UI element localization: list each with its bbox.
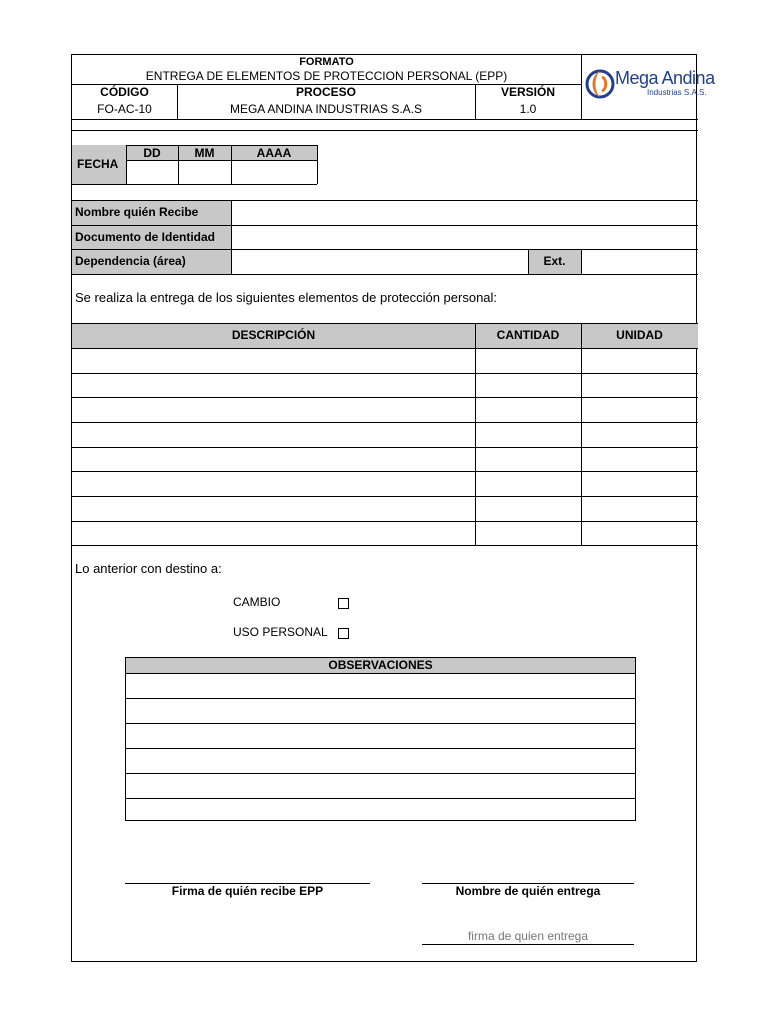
table-row[interactable] xyxy=(72,423,698,447)
unit-header: UNIDAD xyxy=(616,328,663,342)
id-document-label: Documento de Identidad xyxy=(75,230,216,244)
logo-text: Mega Andina xyxy=(615,68,715,88)
deliverer-signature-placeholder: firma de quien entrega xyxy=(467,929,589,943)
observation-line[interactable] xyxy=(126,774,635,798)
deliverer-name-label: Nombre de quién entrega xyxy=(455,884,601,898)
day-label: DD xyxy=(143,146,161,160)
logo-swirl-icon xyxy=(585,67,615,101)
id-document-field[interactable] xyxy=(232,226,697,248)
change-option-label: CAMBIO xyxy=(233,595,281,609)
day-input[interactable] xyxy=(127,161,177,183)
intro-text: Se realiza la entrega de los siguientes elementos de protección personal: xyxy=(75,290,498,305)
area-label: Dependencia (área) xyxy=(75,254,186,268)
code-value: FO-AC-10 xyxy=(97,102,152,116)
process-label: PROCESO xyxy=(295,85,356,99)
table-row[interactable] xyxy=(72,522,698,545)
quantity-header: CANTIDAD xyxy=(496,328,560,342)
destination-label: Lo anterior con destino a: xyxy=(75,561,222,576)
observations-title: OBSERVACIONES xyxy=(328,658,433,672)
form-frame xyxy=(71,54,715,962)
table-row[interactable] xyxy=(72,448,698,471)
recipient-name-label: Nombre quién Recibe xyxy=(75,205,199,219)
area-field[interactable] xyxy=(232,250,527,273)
extension-field[interactable] xyxy=(582,250,697,273)
table-row[interactable] xyxy=(72,398,698,422)
observation-line[interactable] xyxy=(126,799,635,820)
form-title: ENTREGA DE ELEMENTOS DE PROTECCION PERSONAL (EPP) xyxy=(145,69,508,83)
description-header: DESCRIPCIÓN xyxy=(231,328,316,342)
recipient-name-field[interactable] xyxy=(232,201,697,224)
observation-line[interactable] xyxy=(126,674,635,698)
table-row[interactable] xyxy=(72,374,698,397)
observation-line[interactable] xyxy=(126,699,635,723)
date-label: FECHA xyxy=(77,157,119,171)
observation-line[interactable] xyxy=(126,749,635,773)
code-label: CÓDIGO xyxy=(100,85,149,99)
month-input[interactable] xyxy=(179,161,230,183)
version-value: 1.0 xyxy=(519,102,537,116)
table-row[interactable] xyxy=(72,472,698,496)
format-label: FORMATO xyxy=(299,56,354,68)
change-checkbox[interactable] xyxy=(338,598,349,609)
table-row[interactable] xyxy=(72,497,698,521)
personal-use-checkbox[interactable] xyxy=(338,628,349,639)
year-label: AAAA xyxy=(256,146,292,160)
table-row[interactable] xyxy=(72,349,698,373)
observation-line[interactable] xyxy=(126,724,635,748)
year-input[interactable] xyxy=(232,161,316,183)
recipient-signature-label: Firma de quién recibe EPP xyxy=(171,884,324,898)
logo-subtext: Industrias S.A.S. xyxy=(647,88,707,97)
observations-box xyxy=(125,657,636,821)
month-label: MM xyxy=(194,146,215,160)
process-value: MEGA ANDINA INDUSTRIAS S.A.S xyxy=(229,102,423,116)
deliverer-signature-line[interactable] xyxy=(422,944,634,945)
company-logo xyxy=(585,63,715,109)
version-label: VERSIÓN xyxy=(500,85,555,99)
extension-label: Ext. xyxy=(543,254,566,268)
personal-use-option-label: USO PERSONAL xyxy=(233,625,328,639)
